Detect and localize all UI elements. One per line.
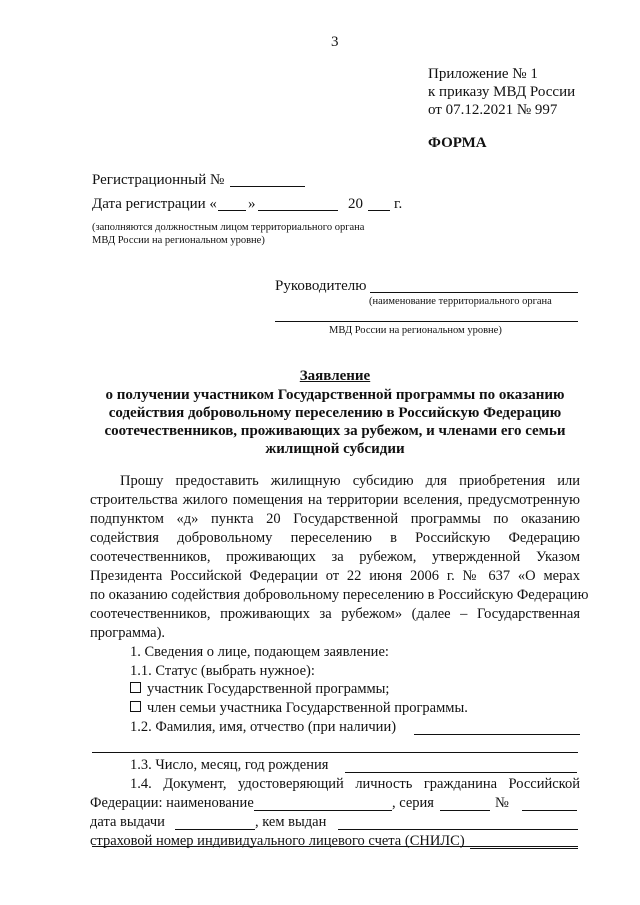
statement-subtitle-1: о получении участником Государственной программы по оказанию <box>105 387 565 403</box>
option-participant[interactable] <box>130 681 389 698</box>
addressee-label: Руководителю <box>275 278 367 294</box>
appendix-line-2: к приказу МВД России <box>428 84 576 100</box>
addressee-field-2[interactable] <box>275 321 578 322</box>
body-line-1: Прошу предоставить жилищную субсидию для приобретения или <box>120 473 580 489</box>
body-line-2: строительства жилого помещения на территории вселения, предусмотренную <box>90 492 580 508</box>
snils-field[interactable] <box>470 848 578 849</box>
birth-label: 1.3. Число, месяц, год рождения <box>130 757 329 773</box>
fio-label: 1.2. Фамилия, имя, отчество (при наличии) <box>130 719 397 735</box>
body-line-3: подпунктом «д» пункта 20 Государственной программы по оказанию <box>90 511 580 527</box>
checkbox-family-member[interactable] <box>130 701 141 712</box>
form-label: ФОРМА <box>428 135 487 151</box>
fio-field[interactable] <box>414 734 580 735</box>
reg-day-field[interactable] <box>218 210 246 211</box>
issue-date-label: дата выдачи <box>90 814 165 830</box>
doc-series-label: , серия <box>392 795 434 811</box>
status-label: 1.1. Статус (выбрать нужное): <box>130 663 315 679</box>
addressee-hint-2: МВД России на региональном уровне) <box>329 325 502 336</box>
reg-number-label: Регистрационный № <box>92 172 225 188</box>
filled-note-2: МВД России на региональном уровне) <box>92 235 265 246</box>
body-line-7: по оказанию содействия добровольному переселению в Российскую Федерацию <box>90 587 589 603</box>
snils-label: страховой номер индивидуального лицевого счета (СНИЛС) <box>90 833 465 849</box>
reg-month-field[interactable] <box>258 210 338 211</box>
section1-heading: 1. Сведения о лице, подающем заявление: <box>130 644 389 660</box>
issued-by-field[interactable] <box>338 829 578 830</box>
appendix-line-1: Приложение № 1 <box>428 66 538 82</box>
doc-name-label: Федерации: наименование <box>90 795 254 811</box>
reg-date-suffix: г. <box>394 196 403 212</box>
addressee-hint-1: (наименование территориального органа <box>369 296 552 307</box>
appendix-line-3: от 07.12.2021 № 997 <box>428 102 558 118</box>
body-line-9: программа). <box>90 625 166 641</box>
option-family-member[interactable] <box>130 700 468 717</box>
body-line-4: содействия добровольному переселению в Российскую Федерацию <box>90 530 580 546</box>
filled-note-1: (заполняются должностным лицом территориального органа <box>92 222 365 233</box>
doc-number-field[interactable] <box>522 810 577 811</box>
issued-by-label: , кем выдан <box>255 814 327 830</box>
birth-field[interactable] <box>345 772 577 773</box>
doc-series-field[interactable] <box>440 810 490 811</box>
option-family-member-label: член семьи участника Государственной программы. <box>147 700 468 716</box>
reg-number-field[interactable] <box>230 186 305 187</box>
reg-date-prefix: Дата регистрации « <box>92 196 217 212</box>
doc-name-field[interactable] <box>254 810 392 811</box>
statement-title: Заявление <box>299 368 371 384</box>
reg-year-field[interactable] <box>368 210 390 211</box>
reg-date-mid: » <box>248 196 256 212</box>
statement-subtitle-3: соотечественников, проживающих за рубежом, и членами его семьи <box>104 423 566 439</box>
reg-date-year: 20 <box>348 196 363 212</box>
doc-line-1: 1.4. Документ, удостоверяющий личность гражданина Российской <box>130 776 580 792</box>
body-line-5: соотечественников, проживающих за рубежом, утвержденной Указом <box>90 549 580 565</box>
body-line-8: соотечественников, проживающих за рубежом» (далее – Государственная <box>90 606 580 622</box>
page-number: 3 <box>331 34 339 50</box>
option-participant-label: участник Государственной программы; <box>147 681 390 697</box>
statement-subtitle-2: содействия добровольному переселению в Российскую Федерацию <box>108 405 562 421</box>
doc-number-label: № <box>495 795 509 811</box>
issue-date-field[interactable] <box>175 829 255 830</box>
checkbox-participant[interactable] <box>130 682 141 693</box>
body-line-6: Президента Российской Федерации от 22 июня 2006 г. № 637 «О мерах <box>90 568 580 584</box>
addressee-field[interactable] <box>370 292 578 293</box>
statement-subtitle-4: жилищной субсидии <box>265 441 405 457</box>
fio-field-2[interactable] <box>92 752 578 753</box>
